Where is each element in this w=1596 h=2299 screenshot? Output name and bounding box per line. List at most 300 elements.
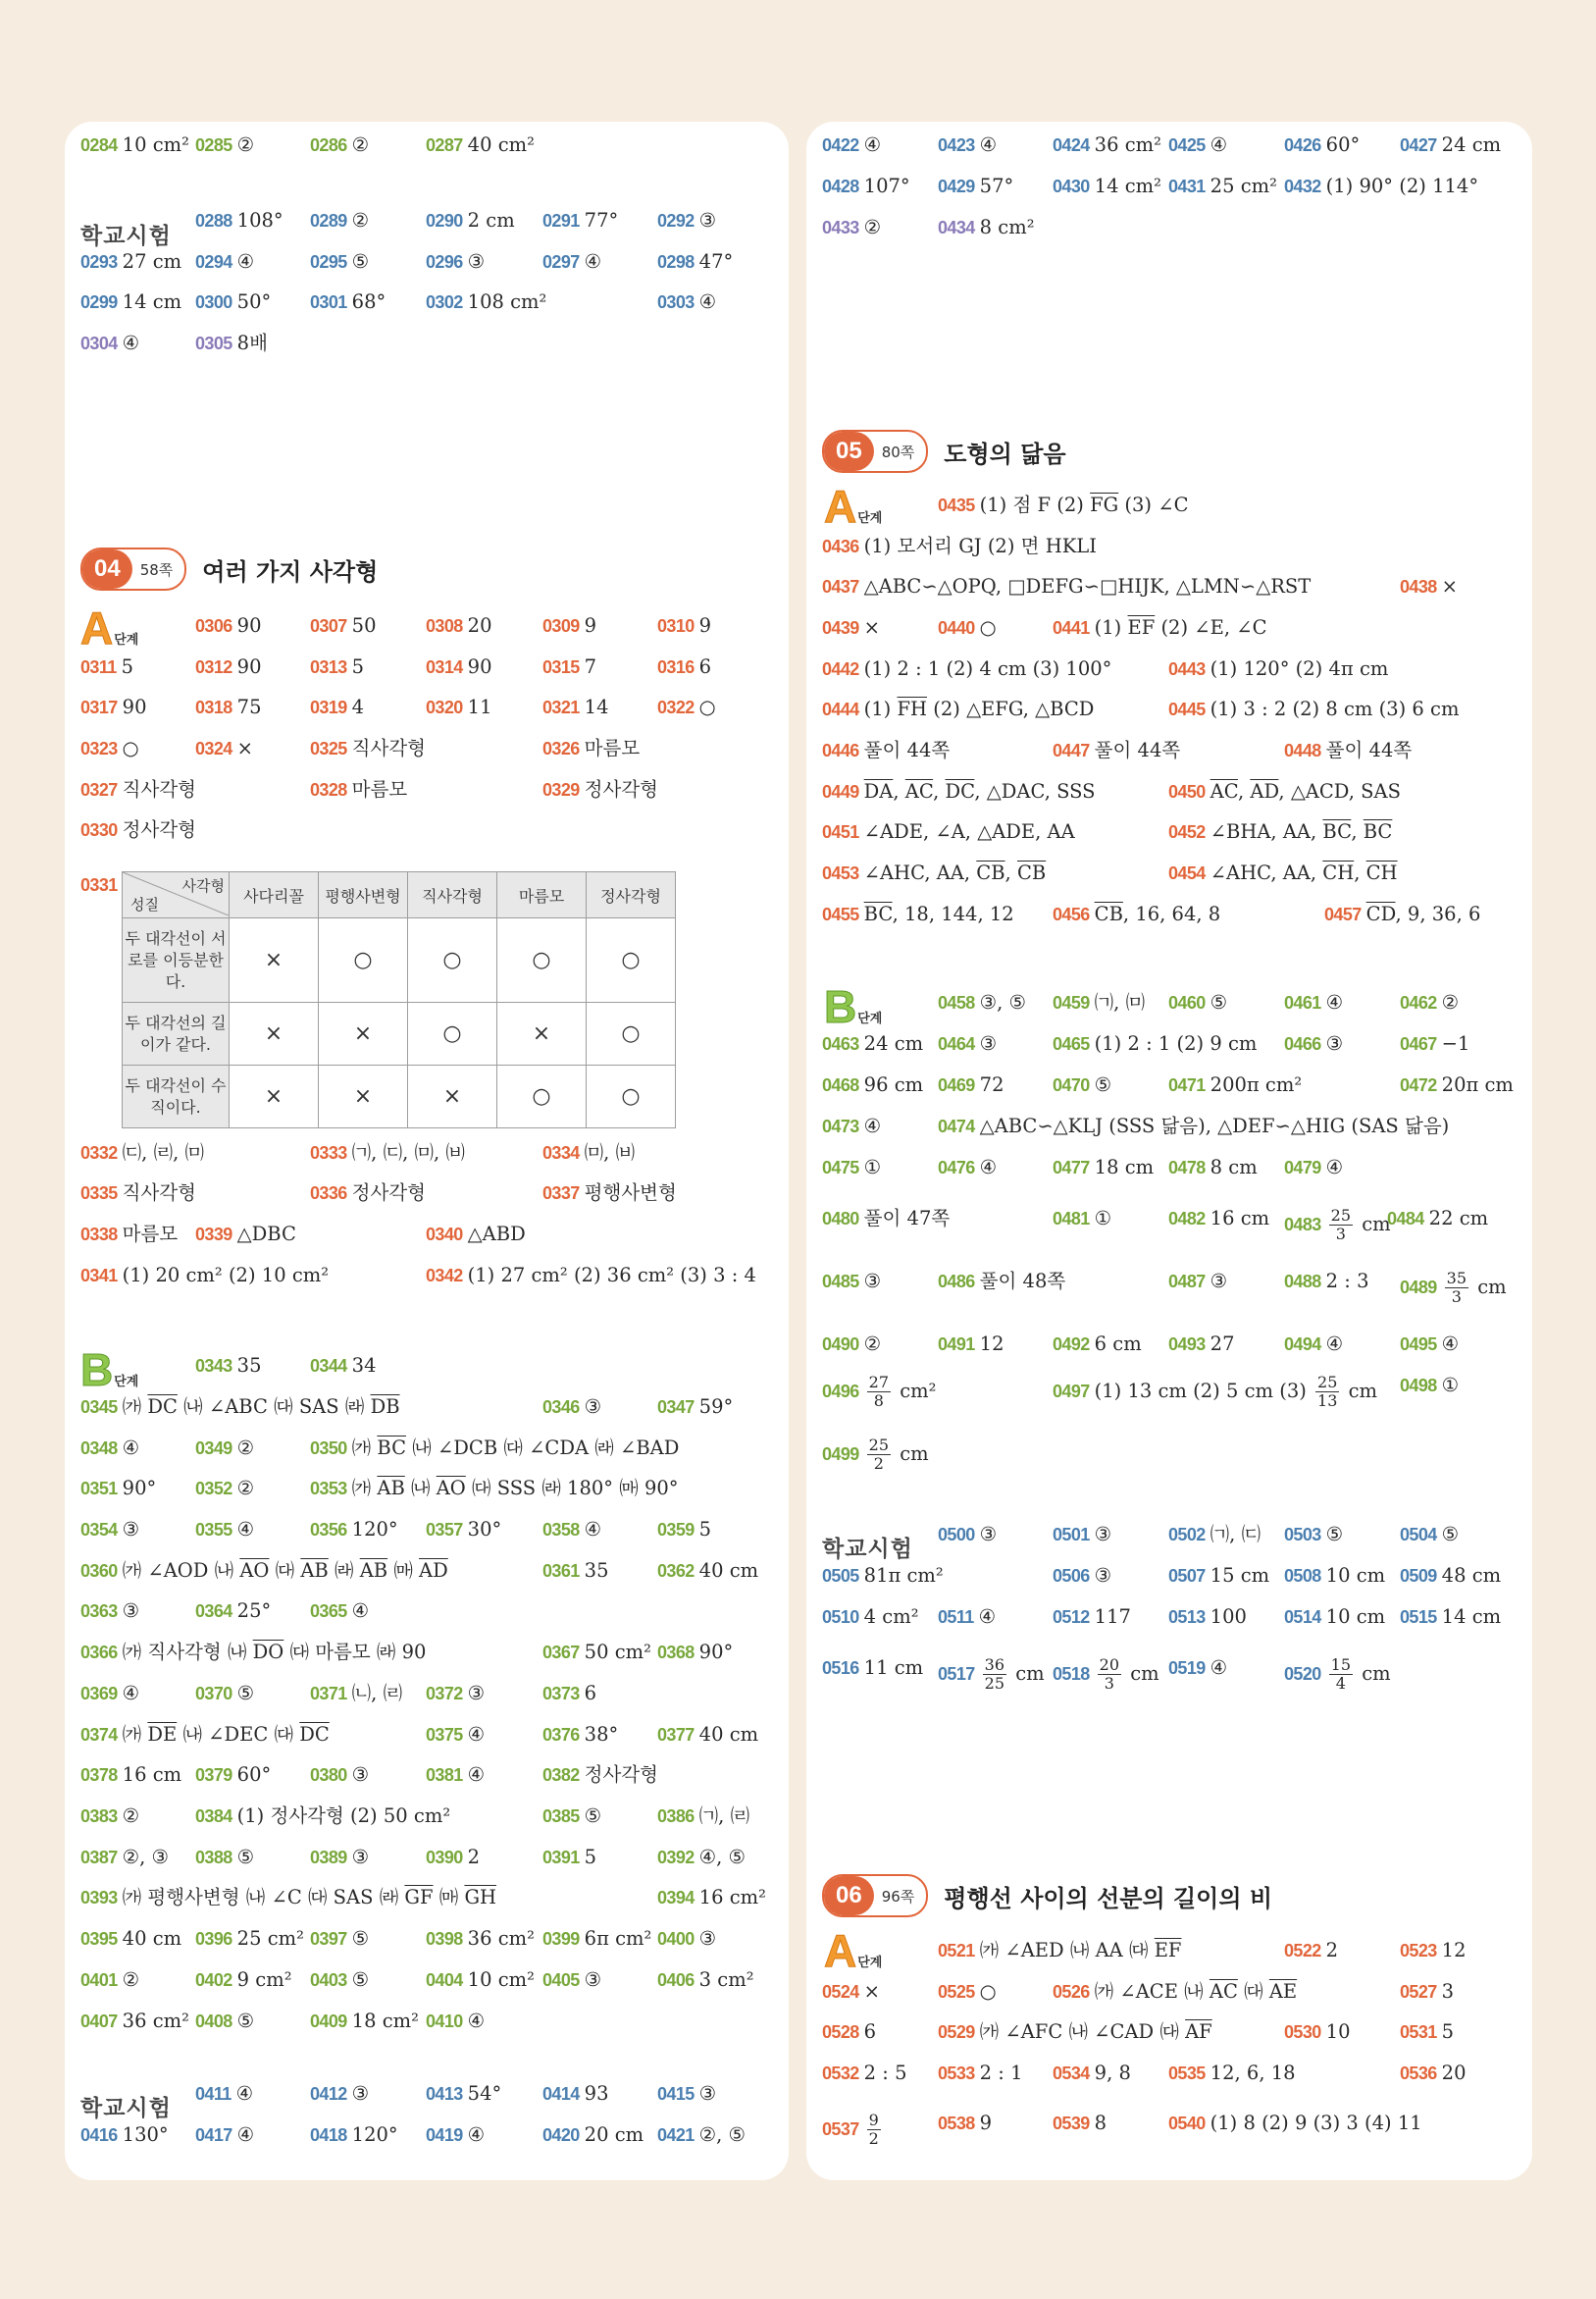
answer-value: 8 (1094, 2112, 1107, 2134)
problem-number: 0386 (657, 1806, 695, 1826)
problem-number: 0318 (195, 698, 232, 717)
problem-number: 0352 (195, 1479, 232, 1498)
problem-number: 0332 (80, 1143, 118, 1163)
problem-number: 0327 (80, 780, 118, 800)
answer-0383 (80, 1804, 139, 1828)
answer-0480 (822, 1207, 950, 1230)
answer-value: ② (122, 1804, 140, 1827)
answer-value: 14 cm (122, 290, 182, 313)
answer-value: ③ (467, 250, 486, 273)
answer-0449 (822, 780, 1096, 804)
answer-value: 6 (584, 1682, 597, 1704)
answer-0493 (1168, 1332, 1234, 1356)
answer-value: ○ (122, 737, 139, 759)
answer-value: 2 cm (467, 209, 515, 232)
answer-value: 90 (236, 655, 262, 678)
problem-number: 0526 (1053, 1982, 1090, 2002)
answer-value: 12 (979, 1332, 1004, 1355)
answer-value: ㈎ 평행사변형 ㈏ ∠C ㈐ SAS ㈑ $\overline{GF}$ ㈒ $\overline{GH}$ (122, 1886, 497, 1908)
answer-value: (1) 13 cm (2) 5 cm (3) $\frac{25}{13}$ cm (1094, 1373, 1378, 1410)
stage-a-marker: A 단계 (824, 481, 883, 532)
answer-value: 77° (584, 209, 619, 232)
problem-number: 0408 (195, 2012, 232, 2031)
answer-value: ④ (235, 2082, 254, 2105)
problem-number: 0354 (80, 1520, 118, 1540)
table-corner-header: 사각형 성질 (123, 872, 230, 918)
problem-number: 0451 (822, 822, 859, 842)
answer-value: ① (1441, 1374, 1460, 1396)
answer-0354 (80, 1518, 139, 1541)
answer-value: ④ (1325, 1156, 1344, 1178)
problem-number: 0414 (542, 2084, 580, 2104)
answer-value: ⑤ (584, 1804, 602, 1827)
answer-value: 2 : 3 (1325, 1270, 1369, 1292)
problem-number: 0483 (1284, 1215, 1321, 1234)
problem-number: 0535 (1168, 2064, 1206, 2083)
problem-number: 0507 (1168, 1566, 1206, 1586)
section-05-badge: 05 80쪽 (822, 430, 928, 473)
answer-0448 (1284, 739, 1412, 762)
answer-value: 16 cm (122, 1763, 182, 1786)
problem-number: 0286 (310, 135, 347, 155)
stage-b-marker: B 단계 (824, 981, 883, 1032)
answer-value: ∠AHC, AA, $\overline{CB}$, $\overline{CB}$ (863, 862, 1047, 884)
problem-number: 0448 (1284, 741, 1321, 760)
answer-0294 (195, 250, 254, 274)
answer-value: ㈀, ㈃ (698, 1804, 750, 1827)
problem-number: 0362 (657, 1561, 695, 1581)
answer-0532 (822, 2062, 906, 2085)
answer-value: 20 cm (584, 2123, 644, 2146)
answer-0510 (822, 1605, 919, 1629)
answer-value: ④ (351, 1599, 370, 1622)
section-04-badge: 04 58쪽 (80, 548, 186, 591)
answer-value: × (1441, 575, 1458, 598)
problem-number: 0505 (822, 1566, 859, 1586)
problem-number: 0325 (310, 739, 347, 758)
problem-number: 0481 (1053, 1209, 1090, 1228)
answer-value: (1) 90° (2) 114° (1325, 175, 1479, 197)
answer-value: ② (122, 1968, 140, 1991)
problem-number: 0491 (938, 1334, 975, 1354)
table-col-header: 마름모 (497, 872, 587, 918)
answer-0347 (657, 1395, 733, 1419)
problem-number: 0381 (426, 1765, 463, 1785)
answer-0501 (1053, 1523, 1111, 1546)
answer-0335 (80, 1181, 196, 1205)
answer-value: 2 (1325, 1939, 1339, 1961)
problem-number: 0406 (657, 1970, 695, 1990)
answer-value: ○ (979, 1980, 997, 2003)
problem-number: 0423 (938, 135, 975, 155)
answer-0451 (822, 820, 1075, 844)
answer-value: ④ (467, 2123, 486, 2146)
answer-value: 5 (1441, 2020, 1455, 2043)
problem-number: 0464 (938, 1034, 975, 1054)
answer-value: ③ (698, 209, 717, 232)
answer-0321 (542, 696, 608, 719)
answer-value: (1) 2 : 1 (2) 4 cm (3) 100° (863, 657, 1112, 680)
answer-value: $\frac{36}{25}$ cm (984, 1655, 1045, 1693)
section-06-badge: 06 96쪽 (822, 1874, 928, 1917)
problem-number: 0378 (80, 1765, 118, 1785)
answer-value: ㈎ $\overline{BC}$ ㈏ ∠DCB ㈐ ∠CDA ㈑ ∠BAD (351, 1437, 680, 1459)
table-row-header: 두 대각선의 길이가 같다. (123, 1003, 230, 1066)
problem-number: 0461 (1284, 993, 1321, 1013)
problem-number: 0409 (310, 2012, 347, 2031)
answer-0285 (195, 133, 254, 157)
problem-number: 0374 (80, 1725, 118, 1745)
problem-number: 0335 (80, 1183, 118, 1203)
answer-value: ㈎ ∠AED ㈏ AA ㈐ $\overline{EF}$ (979, 1939, 1182, 1961)
answer-0329 (542, 778, 658, 802)
problem-number: 0302 (426, 292, 463, 312)
answer-0394 (657, 1886, 766, 1909)
answer-value: ④ (122, 332, 140, 354)
problem-number: 0295 (310, 252, 347, 272)
answer-value: 9, 8 (1094, 2062, 1131, 2084)
answer-value: 130° (122, 2123, 169, 2146)
answer-0535 (1168, 2062, 1296, 2085)
answer-value: ③, ⑤ (979, 991, 1027, 1014)
answer-0372 (426, 1682, 485, 1705)
answer-value: ② (863, 1332, 882, 1355)
problem-number: 0303 (657, 292, 695, 312)
answer-value: $\frac{35}{3}$ cm (1446, 1269, 1507, 1306)
answer-0342 (426, 1264, 756, 1287)
answer-0423 (938, 133, 997, 157)
problem-number: 0397 (310, 1929, 347, 1949)
answer-0357 (426, 1518, 501, 1541)
answer-value: ④ (467, 2010, 486, 2032)
answer-value: ④ (122, 1437, 140, 1459)
answer-value: 34 (351, 1354, 377, 1377)
answer-0368 (657, 1641, 733, 1664)
answer-value: 35 (236, 1354, 262, 1377)
answer-0459 (1053, 991, 1145, 1015)
answer-0386 (657, 1804, 749, 1828)
answer-0435 (938, 494, 1189, 517)
answer-value: ∠AHC, AA, $\overline{CH}$, $\overline{CH}$ (1210, 862, 1398, 884)
answer-0472 (1400, 1073, 1514, 1097)
answer-0521 (938, 1939, 1181, 1962)
answer-0500 (938, 1523, 997, 1546)
answer-value: ② (351, 133, 370, 156)
problem-number: 0485 (822, 1272, 859, 1291)
answer-value: 4 cm² (863, 1605, 919, 1628)
answer-value: ⑤ (1094, 1073, 1112, 1096)
answer-0506 (1053, 1564, 1111, 1588)
answer-0496 (822, 1374, 936, 1410)
problem-number: 0462 (1400, 993, 1437, 1013)
answer-value: ④ (1210, 133, 1228, 156)
answer-value: 18 cm² (351, 2010, 419, 2032)
answer-0310 (657, 614, 711, 638)
answer-value: $\overline{CB}$, 16, 64, 8 (1094, 903, 1221, 925)
answer-value: ㈎ $\overline{DC}$ ㈏ ∠ABC ㈐ SAS ㈑ $\overline{DB}$ (122, 1395, 400, 1418)
answer-0379 (195, 1763, 271, 1787)
answer-value: ② (236, 1477, 255, 1499)
answer-0363 (80, 1599, 139, 1623)
problem-number: 0353 (310, 1479, 347, 1498)
answer-value: ③ (584, 1968, 602, 1991)
answer-0481 (1053, 1207, 1111, 1230)
answer-0387 (80, 1846, 169, 1869)
answer-value: 2 : 1 (979, 2062, 1023, 2084)
answer-value: 14 cm² (1094, 175, 1161, 197)
answer-0498 (1400, 1374, 1459, 1397)
answer-value: 2 (467, 1846, 481, 1868)
problem-number: 0473 (822, 1117, 859, 1136)
answer-0292 (657, 209, 716, 233)
school-exam-label: 학교시험 (822, 1537, 913, 1562)
answer-0450 (1168, 780, 1401, 804)
problem-number: 0424 (1053, 135, 1090, 155)
answer-value: (1) $\overline{FH}$ (2) △EFG, △BCD (863, 698, 1095, 720)
problem-number: 0384 (195, 1806, 232, 1826)
answer-0336 (310, 1181, 426, 1205)
answer-value: ㈀, ㈂, ㈄, ㈅ (351, 1141, 465, 1164)
problem-number: 0348 (80, 1438, 118, 1458)
answer-0287 (426, 133, 535, 157)
answer-0298 (657, 250, 733, 274)
problem-number: 0357 (426, 1520, 463, 1540)
table-cell: ○ (319, 918, 408, 1003)
answer-0309 (542, 614, 596, 638)
answer-0475 (822, 1156, 881, 1179)
problem-number: 0360 (80, 1561, 118, 1581)
problem-number: 0310 (657, 616, 695, 636)
answer-0415 (657, 2082, 716, 2106)
problem-number: 0436 (822, 537, 859, 556)
problem-number: 0487 (1168, 1272, 1206, 1291)
answer-0395 (80, 1927, 181, 1951)
problem-number: 0319 (310, 698, 347, 717)
answer-value: 15 cm (1210, 1564, 1270, 1587)
problem-number: 0377 (657, 1725, 695, 1745)
answer-0471 (1168, 1073, 1302, 1097)
answer-value: ④ (467, 1763, 486, 1786)
problem-number: 0334 (542, 1143, 580, 1163)
answer-value: 정사각형 (351, 1181, 427, 1204)
answer-value: 40 cm (122, 1927, 182, 1950)
answer-value: △ABD (467, 1223, 526, 1245)
answer-0431 (1168, 175, 1277, 198)
problem-number: 0482 (1168, 1209, 1206, 1228)
problem-number: 0339 (195, 1225, 232, 1244)
problem-number: 0401 (80, 1970, 118, 1990)
answer-value: 68° (351, 290, 386, 313)
section-04-title: 여러 가지 사각형 (202, 557, 379, 586)
problem-number: 0471 (1168, 1075, 1206, 1095)
answer-value: 9 cm² (236, 1968, 292, 1991)
table-cell: × (230, 918, 319, 1003)
answer-0344 (310, 1354, 376, 1378)
answer-0330 (80, 818, 196, 842)
problem-number: 0411 (195, 2084, 232, 2104)
problem-number: 0536 (1400, 2064, 1437, 2083)
answer-0523 (1400, 1939, 1466, 1962)
answer-0515 (1400, 1605, 1501, 1629)
problem-number: 0345 (80, 1397, 118, 1417)
answer-0367 (542, 1641, 651, 1664)
answer-value: ③ (1094, 1523, 1112, 1545)
problem-number: 0289 (310, 211, 347, 231)
problem-number: 0459 (1053, 993, 1090, 1013)
answer-value: ④ (863, 1115, 882, 1137)
answer-0381 (426, 1763, 485, 1787)
answer-0468 (822, 1073, 923, 1097)
problem-number: 0437 (822, 577, 859, 597)
problem-number: 0311 (80, 657, 117, 677)
problem-number: 0452 (1168, 822, 1206, 842)
answer-value: 직사각형 (122, 1181, 197, 1204)
problem-number: 0395 (80, 1929, 118, 1949)
answer-value: 35 (584, 1559, 609, 1582)
answer-0540 (1168, 2112, 1422, 2135)
answer-value: ③ (351, 1846, 370, 1868)
problem-number: 0435 (938, 496, 975, 515)
problem-number: 0399 (542, 1929, 580, 1949)
problem-number: 0528 (822, 2022, 859, 2042)
problem-number: 0365 (310, 1601, 347, 1621)
problem-number: 0320 (426, 698, 463, 717)
problem-number: 0419 (426, 2125, 463, 2145)
answer-0385 (542, 1804, 601, 1828)
answer-value: 100 (1210, 1605, 1247, 1628)
problem-number: 0456 (1053, 905, 1090, 924)
answer-0308 (426, 614, 491, 638)
problem-number: 0514 (1284, 1607, 1321, 1627)
answer-0508 (1284, 1564, 1385, 1588)
problem-number: 0392 (657, 1848, 695, 1867)
answer-value: ㈎ $\overline{DE}$ ㈏ ∠DEC ㈐ $\overline{DC}$ (122, 1723, 330, 1746)
problem-number: 0316 (657, 657, 695, 677)
problem-number: 0540 (1168, 2114, 1206, 2133)
problem-number: 0333 (310, 1143, 347, 1163)
answer-value: 40 cm (698, 1559, 759, 1582)
problem-number: 0405 (542, 1970, 580, 1990)
answer-0411 (195, 2082, 253, 2106)
problem-number: 0312 (195, 657, 232, 677)
answer-0499 (822, 1437, 929, 1473)
answer-value: 59° (698, 1395, 734, 1418)
problem-number: 0322 (657, 698, 695, 717)
answer-0477 (1053, 1156, 1154, 1179)
answer-value: ② (1441, 991, 1460, 1014)
answer-0438 (1400, 575, 1458, 599)
problem-number: 0529 (938, 2022, 975, 2042)
problem-number: 0403 (310, 1970, 347, 1990)
problem-number: 0455 (822, 905, 859, 924)
problem-number: 0439 (822, 618, 859, 638)
answer-0507 (1168, 1564, 1269, 1588)
answer-0286 (310, 133, 369, 157)
answer-0393 (80, 1886, 496, 1909)
answer-value: 정사각형 (584, 778, 659, 801)
problem-number: 0299 (80, 292, 118, 312)
answer-value: ④ (698, 290, 717, 313)
answer-0455 (822, 903, 1014, 926)
problem-number: 0291 (542, 211, 580, 231)
problem-number: 0475 (822, 1158, 859, 1177)
answer-0484 (1387, 1207, 1488, 1230)
answer-value: $\frac{25}{3}$ cm (1330, 1206, 1391, 1243)
problem-number: 0379 (195, 1765, 232, 1785)
answer-0486 (938, 1270, 1065, 1293)
problem-number: 0496 (822, 1382, 859, 1401)
answer-value: ③ (122, 1518, 140, 1541)
problem-number: 0373 (542, 1684, 580, 1703)
answer-0520 (1284, 1656, 1391, 1693)
problem-number: 0391 (542, 1848, 580, 1867)
answer-value: ⑤ (351, 250, 370, 273)
answer-value: (1) 3 : 2 (2) 8 cm (3) 6 cm (1210, 698, 1460, 720)
problem-number: 0313 (310, 657, 347, 677)
problem-number: 0355 (195, 1520, 232, 1540)
answer-0407 (80, 2010, 189, 2033)
answer-0426 (1284, 133, 1360, 157)
problem-number: 0300 (195, 292, 232, 312)
problem-number: 0349 (195, 1438, 232, 1458)
answer-value: 30° (467, 1518, 502, 1541)
answer-0482 (1168, 1207, 1269, 1230)
problem-number: 0538 (938, 2114, 975, 2133)
problem-number: 0400 (657, 1929, 695, 1949)
answer-value: 36 cm² (467, 1927, 535, 1950)
problem-number: 0438 (1400, 577, 1437, 597)
answer-value: 2 : 5 (863, 2062, 907, 2084)
answer-0304 (80, 332, 139, 355)
problem-number: 0328 (310, 780, 347, 800)
answer-value: 10 cm (1325, 1605, 1386, 1628)
answer-value: 풀이 47쪽 (863, 1207, 951, 1229)
answer-0346 (542, 1395, 601, 1419)
problem-number: 0346 (542, 1397, 580, 1417)
answer-value: 25° (236, 1599, 272, 1622)
answer-0351 (80, 1477, 156, 1500)
answer-value: ∠BHA, AA, $\overline{BC}$, $\overline{BC}$ (1210, 820, 1393, 843)
answer-value: 풀이 48쪽 (979, 1270, 1066, 1292)
answer-value: △ABC∽△KLJ (SSS 닮음), △DEF∽△HIG (SAS 닮음) (979, 1115, 1450, 1137)
answer-0359 (657, 1518, 711, 1541)
answer-value: 75 (236, 696, 262, 718)
answer-value: 24 cm (863, 1032, 924, 1055)
answer-0528 (822, 2020, 876, 2044)
answer-value: (1) 120° (2) 4π cm (1210, 657, 1389, 680)
problem-number: 0506 (1053, 1566, 1090, 1586)
answer-0440 (938, 616, 997, 640)
problem-number: 0368 (657, 1643, 695, 1662)
problem-number: 0370 (195, 1684, 232, 1703)
problem-number: 0465 (1053, 1034, 1090, 1054)
answer-value: ③ (351, 1763, 370, 1786)
problem-number: 0434 (938, 218, 975, 237)
answer-0421 (657, 2123, 746, 2147)
problem-number: 0478 (1168, 1158, 1206, 1177)
answer-value: ④ (979, 1156, 998, 1178)
answer-0406 (657, 1968, 754, 1992)
answer-0377 (657, 1723, 758, 1747)
table-row-header: 두 대각선이 수직이다. (123, 1066, 230, 1128)
answer-0376 (542, 1723, 618, 1747)
answer-0429 (938, 175, 1013, 198)
problem-number: 0497 (1053, 1382, 1090, 1401)
answer-value: ④ (467, 1723, 486, 1746)
answer-0326 (542, 737, 640, 760)
answer-0324 (195, 737, 253, 760)
problem-number: 0457 (1324, 905, 1362, 924)
